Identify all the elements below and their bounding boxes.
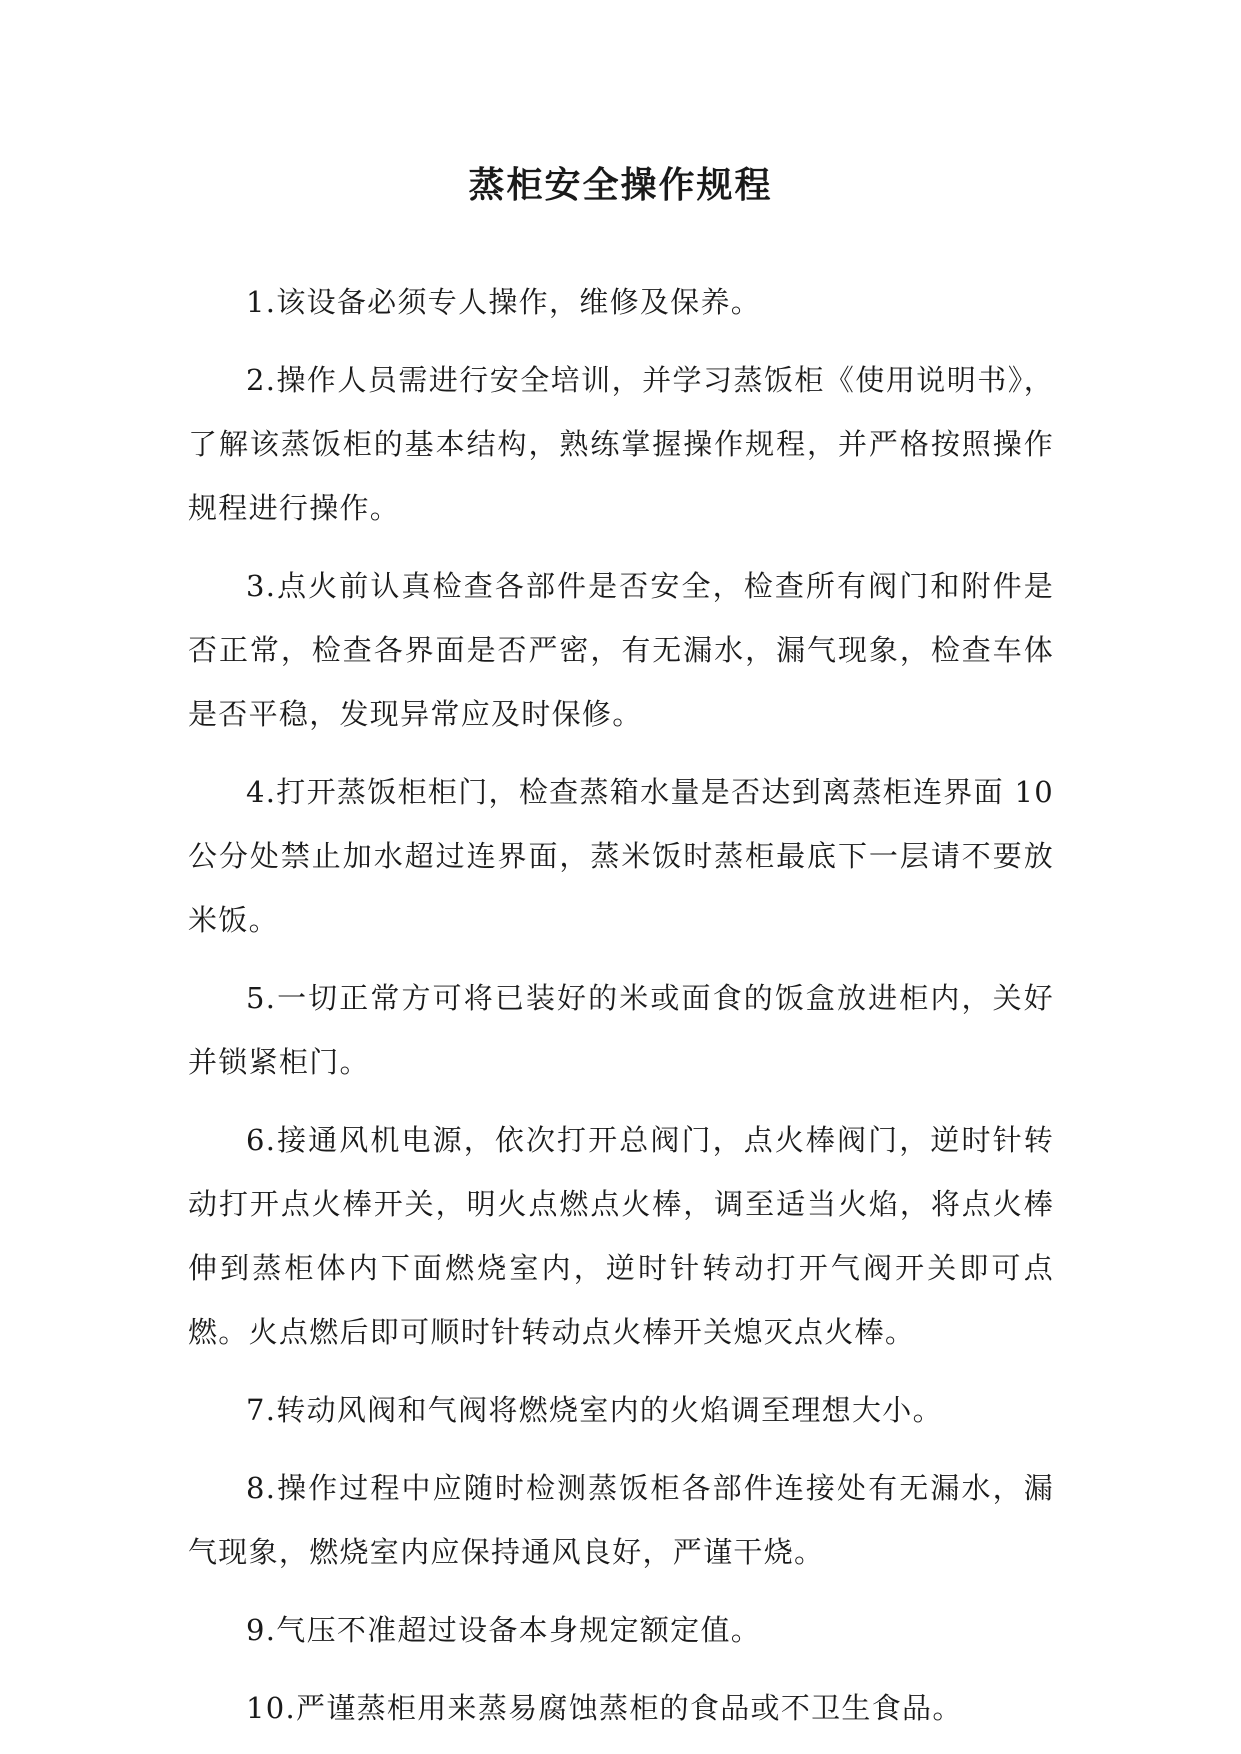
document-title: 蒸柜安全操作规程 <box>468 164 773 206</box>
document-body <box>188 270 1054 1754</box>
paragraph-10: 10.严谨蒸柜用来蒸易腐蚀蒸柜的食品或不卫生食品。 <box>246 1691 963 1725</box>
paragraph-5: 5.一切正常方可将已装好的米或面食的饭盒放进柜内，关好并锁紧柜门。 <box>188 981 1054 1079</box>
paragraph-3: 3.点火前认真检查各部件是否安全，检查所有阀门和附件是否正常，检查各界面是否严密，有无漏水，漏气现象，检查车体是否平稳，发现异常应及时保修。 <box>188 569 1054 731</box>
paragraph-6: 6.接通风机电源，依次打开总阀门，点火棒阀门，逆时针转动打开点火棒开关，明火点燃点火棒，调至适当火焰，将点火棒伸到蒸柜体内下面燃烧室内，逆时针转动打开气阀开关即可点燃。火点燃后即可顺时针转动点火棒开关熄灭点火棒。 <box>188 1123 1054 1349</box>
paragraph-7: 7.转动风阀和气阀将燃烧室内的火焰调至理想大小。 <box>246 1393 943 1427</box>
paragraph-4: 4.打开蒸饭柜柜门，检查蒸箱水量是否达到离蒸柜连界面 10 公分处禁止加水超过连界面，蒸米饭时蒸柜最底下一层请不要放米饭。 <box>188 775 1054 937</box>
paragraph-8: 8.操作过程中应随时检测蒸饭柜各部件连接处有无漏水，漏气现象，燃烧室内应保持通风良好，严谨干烧。 <box>188 1471 1054 1569</box>
paragraph-9: 9.气压不准超过设备本身规定额定值。 <box>246 1613 762 1647</box>
paragraph-2: 2.操作人员需进行安全培训，并学习蒸饭柜《使用说明书》，了解该蒸饭柜的基本结构，熟练掌握操作规程，并严格按照操作规程进行操作。 <box>188 363 1054 525</box>
paragraph-1: 1.该设备必须专人操作，维修及保养。 <box>246 285 762 319</box>
